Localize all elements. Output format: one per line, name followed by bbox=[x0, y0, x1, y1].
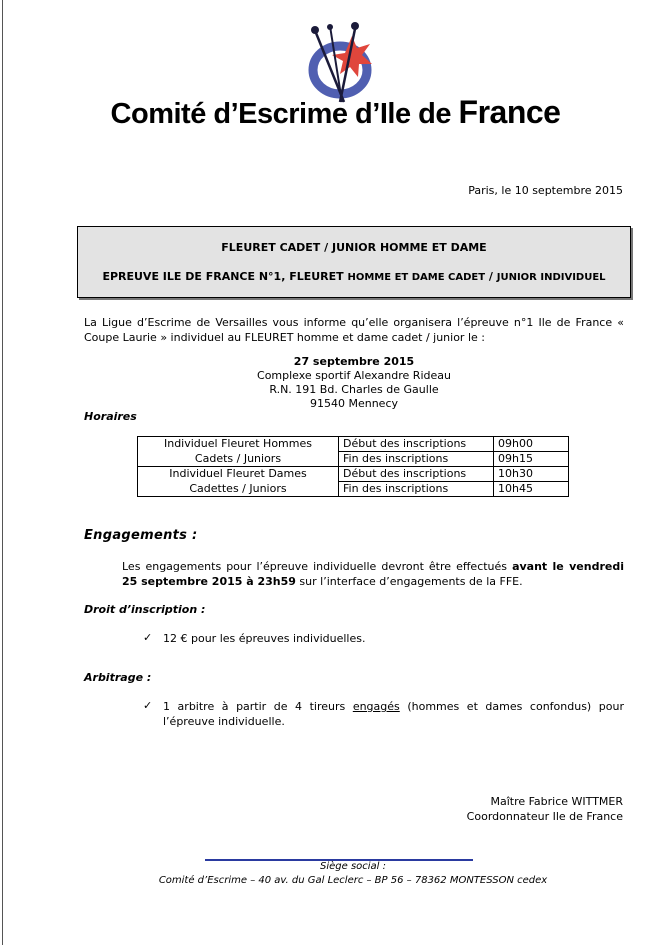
engagements-paragraph bbox=[122, 559, 624, 589]
engagements-deadline: avant le vendredi 25 septembre 2015 à 23h59 bbox=[122, 560, 624, 588]
banner-subtitle-b: HOMME ET DAME CADET bbox=[347, 272, 486, 283]
time-cell: 09h00 bbox=[494, 437, 569, 452]
engagements-heading: Engagements : bbox=[84, 528, 198, 543]
category-cell: Individuel Fleuret Dames bbox=[138, 467, 339, 482]
organization-title-france: France bbox=[458, 94, 561, 130]
event-banner bbox=[77, 226, 631, 298]
table-row bbox=[138, 437, 569, 452]
category-cell: Cadets / Juniors bbox=[138, 452, 339, 467]
banner-subtitle-c: / bbox=[485, 270, 497, 283]
step-cell: Début des inscriptions bbox=[339, 467, 494, 482]
time-cell: 10h30 bbox=[494, 467, 569, 482]
signature-name: Maître Fabrice WITTMER bbox=[490, 795, 623, 808]
arbitrage-heading: Arbitrage : bbox=[84, 671, 152, 684]
organization-title-main: Comité d’Escrime d’Ile de bbox=[110, 98, 459, 130]
time-cell: 09h15 bbox=[494, 452, 569, 467]
engagements-text-a: Les engagements pour l’épreuve individuelle devront être effectués bbox=[122, 560, 513, 573]
event-venue: Complexe sportif Alexandre Rideau bbox=[257, 369, 451, 382]
arbitrage-text bbox=[163, 699, 624, 729]
horaires-heading: Horaires bbox=[84, 410, 137, 423]
event-city: 91540 Mennecy bbox=[309, 397, 399, 410]
droit-text: 12 € pour les épreuves individuelles. bbox=[163, 632, 366, 645]
banner-title: FLEURET CADET / JUNIOR HOMME ET DAME bbox=[221, 241, 487, 254]
schedule-table bbox=[137, 436, 569, 497]
signature-role: Coordonnateur Ile de France bbox=[466, 810, 623, 823]
date-line: Paris, le 10 septembre 2015 bbox=[468, 184, 623, 197]
time-cell: 10h45 bbox=[494, 482, 569, 497]
table-row bbox=[138, 467, 569, 482]
step-cell: Fin des inscriptions bbox=[339, 452, 494, 467]
intro-paragraph: La Ligue d’Escrime de Versailles vous informe qu’elle organisera l’épreuve n°1 Ile de France « Coupe Laurie » individuel au FLEURET homme et dame cadet / junior le : bbox=[84, 316, 624, 344]
footer-label: Siège social : bbox=[319, 861, 386, 872]
banner-subtitle-d: JUNIOR INDIVIDUEL bbox=[496, 272, 606, 283]
event-address: R.N. 191 Bd. Charles de Gaulle bbox=[269, 383, 439, 396]
check-icon: ✓ bbox=[143, 699, 153, 712]
check-icon: ✓ bbox=[143, 631, 153, 644]
category-cell: Cadettes / Juniors bbox=[138, 482, 339, 497]
table-row bbox=[138, 482, 569, 497]
table-row bbox=[138, 452, 569, 467]
signature-block bbox=[467, 794, 623, 824]
category-cell: Individuel Fleuret Hommes bbox=[138, 437, 339, 452]
engagements-text-c: sur l’interface d’engagements de la FFE. bbox=[295, 575, 523, 588]
arbitrage-engages: engagés bbox=[352, 700, 400, 713]
banner-subtitle-a: EPREUVE ILE DE FRANCE N°1, FLEURET bbox=[102, 270, 348, 283]
step-cell: Fin des inscriptions bbox=[339, 482, 494, 497]
organization-title bbox=[0, 94, 671, 131]
arbitrage-text-a: 1 arbitre à partir de 4 tireurs bbox=[163, 700, 353, 713]
event-date: 27 septembre 2015 bbox=[293, 355, 415, 368]
step-cell: Début des inscriptions bbox=[339, 437, 494, 452]
banner-subtitle bbox=[78, 270, 630, 283]
footer-address: Comité d’Escrime – 40 av. du Gal Leclerc – BP 56 – 78362 MONTESSON cedex bbox=[158, 875, 548, 886]
arbitrage-text-c: (hommes et dames confondus) pour l’épreuve individuelle. bbox=[163, 700, 624, 728]
event-details bbox=[84, 355, 624, 411]
page-edge-rule bbox=[2, 0, 3, 945]
droit-heading: Droit d’inscription : bbox=[84, 603, 206, 616]
